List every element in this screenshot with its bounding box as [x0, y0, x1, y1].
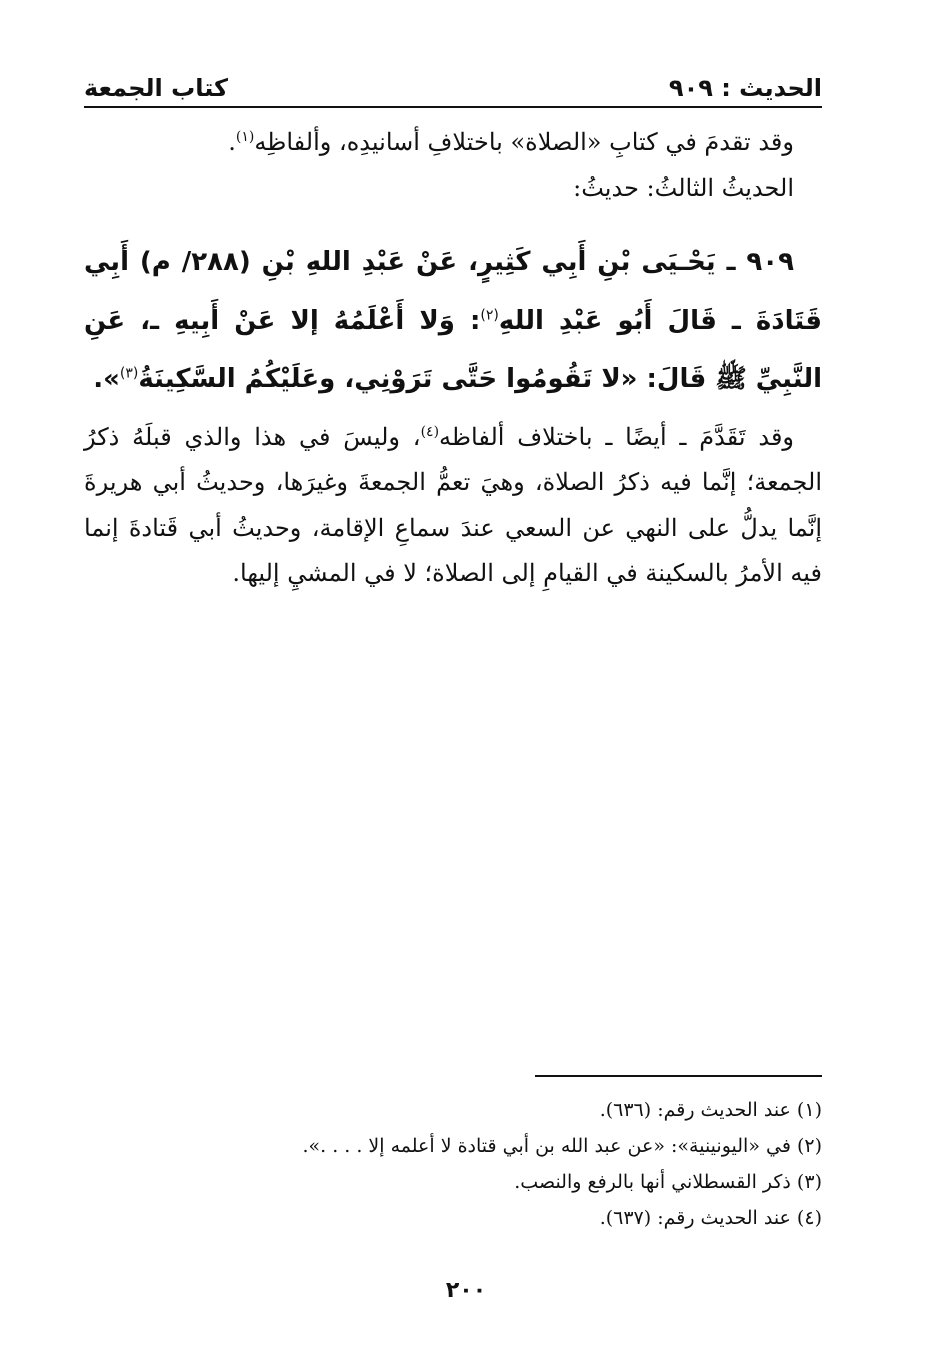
footnote-2: (٢) في «اليونينية»: «عن عبد الله بن أبي قتادة لا أعلمه إلا . . . .».	[302, 1135, 822, 1158]
page-number: ٢٠٠	[445, 1278, 487, 1303]
section-heading: الحديثُ الثالثُ: حديثُ:	[573, 173, 794, 202]
paragraph-commentary: وقد تَقَدَّمَ ـ أيضًا ـ باختلاف ألفاظه$^{(٤)}$، وليسَ في هذا والذي قبلَهُ ذكرُ الجمعة؛ إنَّما فيه ذكرُ الصلاة، وهيَ تعمُّ الجمعةَ وغيرَها، وحديثُ أبي هريرةَ إنَّما يدلُّ على النهي عن السعي عندَ سماعِ الإقامة، وحديثُ أبي قَتادةَ إنما فيه الأمرُ بالسكينة في القيامِ إلى الصلاة؛ لا في المشيِ إليها.	[84, 422, 823, 588]
footnote-4: (٤) عند الحديث رقم: (٦٣٧).	[599, 1207, 822, 1230]
footnote-3: (٣) ذكر القسطلاني أنها بالرفع والنصب.	[514, 1171, 822, 1194]
running-header	[84, 62, 822, 102]
paragraph-intro: وقد تقدمَ في كتابِ «الصلاة» باختلافِ أسانيدِه، وألفاظِه$^{(١)}$.	[228, 128, 794, 156]
hadith-number-label: الحديث : ٩٠٩	[668, 74, 822, 102]
book-title: كتاب الجمعة	[84, 74, 228, 102]
footnote-ref: (٣)	[119, 365, 139, 382]
footnote-ref: (٢)	[480, 307, 499, 324]
hadith-text: ٩٠٩ ـ يَحْـيَى بْنِ أَبِي كَثِيرٍ، عَنْ عَبْدِ اللهِ بْنِ (٢٨٨/ م) أَبِي قَتَادَةَ ـ قَالَ أَبُو عَبْدِ اللهِ$^{(٢)}$: وَلا أَعْلَمُهُ إلا عَنْ أَبِيهِ ـ، عَنِ النَّبِيِّ ﷺ قَالَ: «لا تَقُومُوا حَتَّى تَرَوْنِي، وعَلَيْكُمُ السَّكِينَةُ$^{(٣)}$».	[84, 247, 822, 395]
header-rule	[84, 106, 822, 108]
footnote-1: (١) عند الحديث رقم: (٦٣٦).	[599, 1099, 822, 1121]
footnote-ref: (٤)	[420, 423, 440, 440]
footnote-separator	[535, 1075, 822, 1077]
footnote-ref: (١)	[235, 129, 255, 145]
footnotes	[84, 1092, 822, 1236]
main-text	[84, 120, 822, 597]
